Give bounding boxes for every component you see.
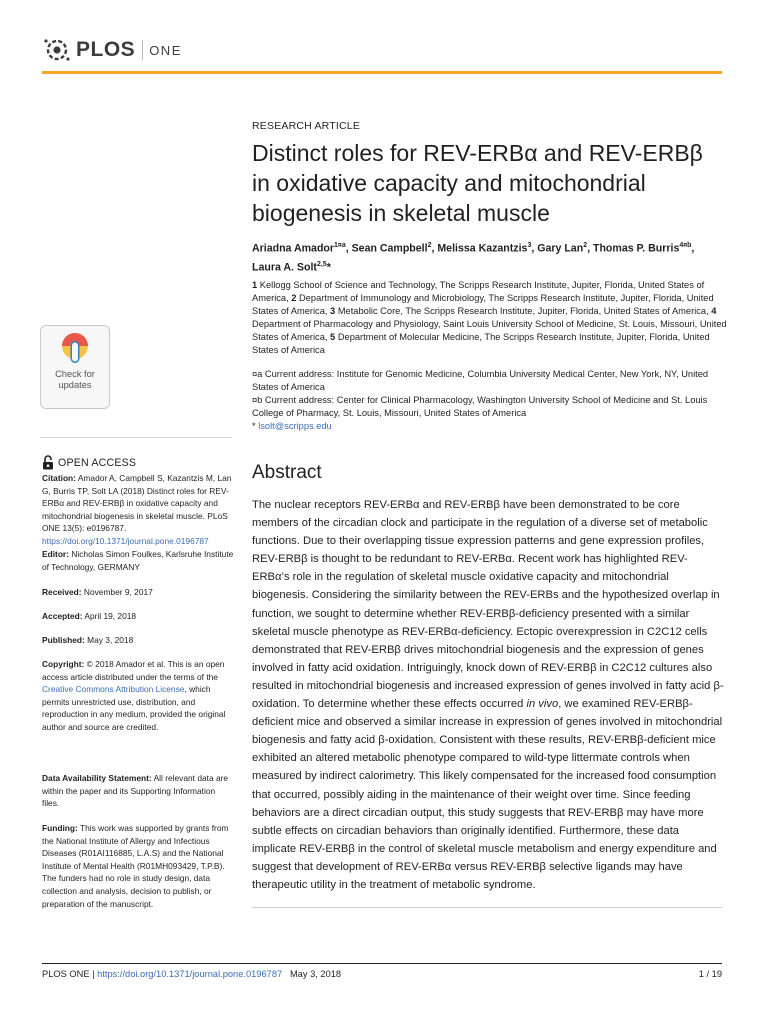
brand-name: PLOS [76, 38, 136, 61]
footer-citation [42, 969, 341, 979]
affil-text: Department of Immunology and Microbiology, The Scripps Research Institute, Jupiter, Florida, United States of America, [252, 293, 714, 317]
email-link[interactable]: lsolt@scripps.edu [258, 421, 332, 432]
open-access-label [42, 455, 136, 470]
published-date: May 3, 2018 [87, 635, 134, 645]
author-name[interactable]: Melissa Kazantzis [437, 242, 528, 255]
received-block [42, 586, 234, 599]
current-address-b: ¤b Current address: Center for Clinical Pharmacology, Washington University School of Medicine and St. Louis College of Pharmacy, St. Louis, Missouri, United States of America [252, 395, 708, 419]
open-lock-icon [42, 455, 54, 470]
affil-number: 5 [330, 332, 336, 343]
abstract-text-end: , we examined REV-ERBβ-deficient mice and observed a similar increase in expression of genes involved in mitochondrial biogenesis and fatty acid β-oxidation. Consistent with these results, REV-ERBβ-deficient mice exhibited an altered metabolic phenotype compared to wild-type littermate controls when measured by indirect calorimetry. This likely compensated for the increased food consumption that occurred, possibly aiding in the maintenance of their weight over time. Since feeding behaviors are a direct circadian output, this study suggests that REV-ERBβ may have more subtle effects on circadian behaviors than originally identified. Furthermore, these data implicate REV-ERBβ in the control of skeletal muscle metabolism and energy expenditure and suggest that development of REV-ERBα versus REV-ERBβ selective ligands may have therapeutic utility in the treatment of metabolic syndrome. [252, 698, 723, 891]
footer-doi-link[interactable]: https://doi.org/10.1371/journal.pone.0196787 [97, 969, 283, 979]
funding-block [42, 822, 234, 910]
author-name[interactable]: Sean Campbell [351, 242, 428, 255]
author-name[interactable]: Ariadna Amador [252, 242, 335, 255]
author-affil: 3 [527, 242, 532, 249]
corresponding-mark: * [326, 261, 331, 274]
affil-text: Department of Molecular Medicine, The Scripps Research Institute, Jupiter, Florida, United States of America [252, 332, 710, 356]
accepted-block [42, 610, 234, 623]
license-link[interactable]: Creative Commons Attribution License [42, 684, 185, 695]
check-for-updates-badge[interactable] [40, 325, 110, 409]
abstract-divider [252, 907, 722, 908]
citation-block [42, 472, 234, 548]
author-notes [252, 368, 732, 433]
data-availability-block [42, 772, 234, 810]
email-star: * [252, 421, 256, 432]
published-block [42, 634, 234, 647]
author-affil: 1¤a [334, 242, 346, 249]
affil-number: 4 [711, 306, 717, 317]
check-for-updates-icon [60, 332, 90, 366]
citation-label: Citation: [42, 473, 76, 483]
brand-suffix: ONE [149, 42, 182, 58]
editor-block [42, 548, 234, 573]
footer-rule [42, 963, 722, 964]
abstract-heading: Abstract [252, 462, 322, 483]
sidebar-divider [40, 437, 232, 438]
logo-divider [142, 40, 143, 60]
received-label: Received: [42, 587, 82, 597]
footer-journal: PLOS ONE | [42, 969, 98, 979]
copyright-label: Copyright: [42, 659, 85, 669]
funding-label: Funding: [42, 823, 78, 833]
editor-text: Nicholas Simon Foulkes, Karlsruhe Institute of Technology, GERMANY [42, 549, 234, 572]
editor-label: Editor: [42, 549, 69, 559]
header-accent-line [42, 71, 722, 74]
copyright-block [42, 658, 234, 734]
affil-text: Department of Pharmacology and Physiology, Saint Louis University School of Medicine, St. Louis, Missouri, United States of America, [252, 319, 727, 343]
open-access-text: OPEN ACCESS [58, 456, 137, 469]
copyright-text: © 2018 Amador et al. This is an open access article distributed under the terms of the [42, 659, 225, 682]
accepted-date: April 19, 2018 [84, 611, 137, 621]
affil-number: 1 [252, 280, 258, 290]
current-address-a: ¤a Current address: Institute for Genomic Medicine, Columbia University Medical Center, New York, NY, United States of America [252, 369, 709, 393]
footer-date: May 3, 2018 [289, 969, 342, 979]
published-label: Published: [42, 635, 85, 645]
article-title: Distinct roles for REV-ERBα and REV-ERBβ in oxidative capacity and mitochondrial biogenesis in skeletal muscle [252, 140, 703, 226]
affil-number: 3 [330, 306, 336, 317]
author-affil: 2,5 [316, 260, 327, 268]
citation-doi-link[interactable]: https://doi.org/10.1371/journal.pone.0196787 [42, 535, 209, 546]
corresponding-email [252, 420, 732, 433]
plos-logo-icon [42, 35, 72, 65]
author-name[interactable]: Gary Lan [537, 242, 584, 255]
affil-number: 2 [291, 293, 297, 304]
data-availability-text: All relevant data are within the paper and its Supporting Information files. [42, 773, 229, 809]
affil-text: Kellogg School of Science and Technology, The Scripps Research Institute, Jupiter, Florida, United States of America, [252, 280, 705, 304]
affiliations [252, 279, 732, 358]
author-name[interactable]: Thomas P. Burris [592, 242, 680, 255]
affil-text: Metabolic Core, The Scripps Research Institute, Jupiter, Florida, United States of America, [337, 306, 709, 317]
author-affil: 2 [427, 242, 432, 249]
received-date: November 9, 2017 [83, 587, 153, 597]
funding-text: This work was supported by grants from the National Institute of Allergy and Infectious Diseases (R01AI116885, L.A.S) and the National Institute of Mental Health (R01MH093429, T.P.B). The funders had no role in study design, data collection and analysis, decision to publish, or preparation of the manuscript. [42, 823, 229, 909]
copyright-text-end: , which permits unrestricted use, distribution, and reproduction in any medium, provided the original author and source are credited. [42, 684, 226, 732]
article-type: RESEARCH ARTICLE [252, 120, 361, 132]
author-list: Ariadna Amador$^{1¤a}$, Sean Campbell$^2$, Melissa Kazantzis$^3$, Gary Lan$^2$, Thomas P. Burris$^{4¤b}$, Laura A. Solt$^{2,5}$* [252, 242, 695, 274]
abstract-text: The nuclear receptors REV-ERBα and REV-ERBβ have been demonstrated to be core members of the circadian clock and participate in the regulation of a diverse set of metabolic functions. Due to their overlapping tissue expression patterns and gene expression profiles, REV-ERBβ is thought to be redundant to REV-ERBα. Recent work has highlighted REV-ERBα’s role in the regulation of skeletal muscle oxidative capacity and mitochondrial biogenesis. Considering the similarity between the REV-ERBs and the hypothesized overlap in function, we sought to determine whether REV-ERBβ-deficiency presented with a similar skeletal muscle phenotype as REV-ERBα-deficiency. Ectopic overexpression in C2C12 cells demonstrated that REV-ERBβ drives mitochondrial biogenesis and the expression of genes involved in fatty acid oxidation. Intriguingly, knock down of REV-ERBβ in C2C12 cultures also resulted in mitochondrial biogenesis and increased expression of genes involved in fatty acid β-oxidation. To determine whether these effects occurred [252, 499, 724, 711]
author-affil: 4¤b [679, 242, 692, 249]
citation-text: Amador A, Campbell S, Kazantzis M, Lan G, Burris TP, Solt LA (2018) Distinct roles for REV-ERBα and REV-ERBβ in oxidative capacity and mitochondrial biogenesis in skeletal muscle. PLoS ONE 13(5): e0196787. [42, 473, 232, 534]
check-for-updates-label: Check for updates [55, 369, 95, 390]
author-name[interactable]: Laura A. Solt [252, 261, 317, 274]
journal-logo[interactable] [42, 33, 182, 67]
data-availability-label: Data Availability Statement: [42, 773, 152, 783]
page-number: 1 / 19 [698, 969, 722, 979]
accepted-label: Accepted: [42, 611, 83, 621]
author-affil: 2 [583, 242, 588, 249]
abstract-body [252, 496, 724, 894]
abstract-italic: in vivo [526, 698, 559, 711]
